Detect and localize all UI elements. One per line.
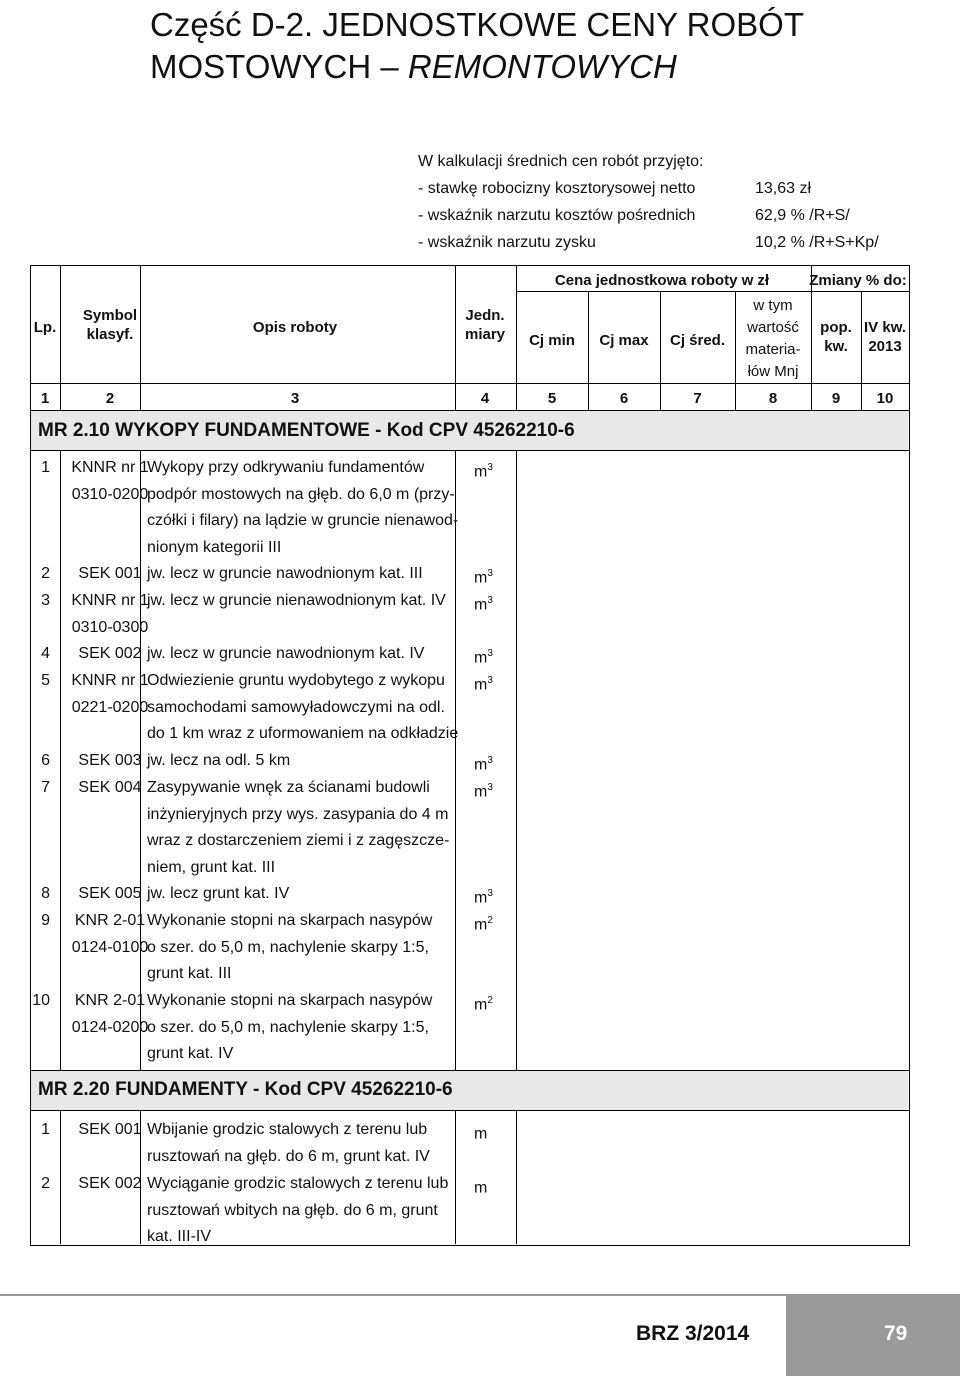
column-divider	[516, 265, 517, 410]
header-wtym: w tym wartość materia- łów Mnj	[745, 297, 801, 380]
unit-base: m	[474, 996, 488, 1014]
column-number: 5	[547, 390, 557, 407]
footer-page-band	[786, 1294, 960, 1376]
header-opis: Opis roboty	[252, 319, 338, 336]
work-description: jw. lecz na odl. 5 km	[147, 752, 291, 769]
page-title	[150, 4, 850, 88]
column-divider	[811, 291, 812, 410]
column-number: 3	[290, 390, 300, 407]
unit	[474, 1117, 514, 1148]
symbol-code: KNR 2-01	[74, 992, 146, 1009]
magazine-issue: BRZ 3/2014	[636, 1322, 750, 1345]
unit-base: m	[474, 1125, 488, 1143]
symbol-code: 0310-0200	[71, 485, 149, 503]
section-divider	[30, 450, 909, 451]
section-divider	[30, 1110, 909, 1111]
symbol-code: 0310-0300	[71, 618, 149, 636]
unit	[474, 455, 514, 486]
symbol-code: 0221-0200	[71, 698, 149, 716]
work-description: wraz z dostarczeniem ziemi i z zagęszcze-	[147, 832, 450, 849]
row-number: 2	[41, 565, 50, 582]
column-number: 1	[40, 390, 50, 407]
symbol-code: SEK 005	[78, 885, 142, 902]
column-number: 7	[693, 390, 702, 407]
unit-exponent: 3	[487, 888, 493, 899]
work-description: Odwiezienie gruntu wydobytego z wykopu	[147, 672, 445, 689]
row-number: 2	[41, 1175, 50, 1192]
row-number: 8	[41, 885, 50, 902]
unit-base: m	[474, 783, 488, 801]
unit-exponent: 3	[487, 595, 493, 606]
header-divider	[516, 291, 909, 292]
column-number: 10	[876, 390, 894, 407]
work-description: samochodami samowyładowczymi na odl.	[147, 698, 445, 716]
work-description: Wykonanie stopni na skarpach nasypów	[147, 992, 433, 1009]
header-iv-kw: IV kw. 2013	[864, 319, 906, 355]
assumption-label: - stawkę robocizny kosztorysowej netto	[418, 180, 696, 197]
unit-base: m	[474, 596, 488, 614]
work-description: o szer. do 5,0 m, nachylenie skarpy 1:5,	[147, 938, 429, 956]
assumptions-heading: W kalkulacji średnich cen robót przyjęto:	[418, 153, 704, 170]
symbol-code: KNNR nr 1	[71, 672, 149, 689]
work-description: Wbijanie grodzic stalowych z terenu lub	[147, 1121, 428, 1138]
work-description: kat. III-IV	[147, 1228, 212, 1245]
work-description: o szer. do 5,0 m, nachylenie skarpy 1:5,	[147, 1018, 429, 1036]
symbol-code: SEK 003	[78, 752, 142, 769]
column-number: 2	[105, 390, 115, 407]
unit-base: m	[474, 676, 488, 694]
column-divider	[516, 1110, 517, 1244]
work-description: podpór mostowych na głęb. do 6,0 m (przy-	[147, 485, 455, 503]
work-description: Wykopy przy odkrywaniu fundamentów	[147, 459, 425, 476]
unit-exponent: 3	[487, 675, 493, 686]
symbol-code: SEK 001	[78, 565, 142, 582]
unit-base: m	[474, 916, 488, 934]
unit-exponent: 3	[487, 755, 493, 766]
section-title: MR 2.10 WYKOPY FUNDAMENTOWE - Kod CPV 45262210-6	[38, 420, 575, 441]
symbol-code: SEK 002	[78, 1175, 142, 1192]
unit-exponent: 3	[487, 648, 493, 659]
symbol-code: SEK 002	[78, 645, 142, 662]
price-table	[30, 265, 910, 1246]
row-number: 1	[41, 1121, 50, 1138]
work-description: nionym kategorii III	[147, 538, 282, 556]
work-description: grunt kat. III	[147, 965, 232, 982]
symbol-code: 0124-0200	[71, 1018, 149, 1036]
footer-rule	[0, 1294, 786, 1296]
title-line-1: Część D-2. JEDNOSTKOWE CENY ROBÓT	[150, 6, 804, 43]
unit-base: m	[474, 756, 488, 774]
unit-base: m	[474, 463, 488, 481]
title-part-italic: REMONTOWYCH	[407, 48, 677, 85]
work-description: rusztowań na głęb. do 6 m, grunt kat. IV	[147, 1147, 430, 1165]
work-description: grunt kat. IV	[147, 1045, 234, 1062]
symbol-code: KNNR nr 1	[71, 592, 149, 609]
row-number: 4	[41, 645, 50, 662]
symbol-code: SEK 001	[78, 1121, 142, 1138]
header-lp: Lp.	[33, 319, 57, 336]
unit	[474, 668, 514, 699]
header-jedn: Jedn. miary	[464, 307, 506, 343]
unit-base: m	[474, 649, 488, 667]
column-number: 9	[831, 390, 841, 407]
symbol-code: KNR 2-01	[74, 912, 146, 929]
column-divider	[735, 291, 736, 410]
column-divider	[811, 265, 812, 291]
header-cena-group: Cena jednostkowa roboty w zł	[554, 272, 770, 289]
work-description: Wykonanie stopni na skarpach nasypów	[147, 912, 433, 929]
header-cjmin: Cj min	[529, 332, 575, 349]
assumption-value: 13,63 zł	[755, 180, 812, 197]
title-part: MOSTOWYCH –	[150, 48, 408, 85]
unit-exponent: 2	[487, 915, 493, 926]
unit	[474, 588, 514, 619]
assumption-label: - wskaźnik narzutu zysku	[418, 234, 596, 251]
row-number: 1	[41, 459, 50, 476]
column-number: 6	[619, 390, 629, 407]
section-title: MR 2.20 FUNDAMENTY - Kod CPV 45262210-6	[38, 1079, 453, 1100]
assumption-row	[418, 229, 918, 256]
row-number: 3	[41, 592, 50, 609]
header-cjmax: Cj max	[599, 332, 649, 349]
unit-exponent: 3	[487, 782, 493, 793]
column-divider	[861, 291, 862, 410]
column-number: 4	[480, 390, 490, 407]
column-divider	[588, 291, 589, 410]
column-divider	[455, 265, 456, 410]
work-description: jw. lecz w gruncie nawodnionym kat. III	[147, 565, 423, 582]
column-number: 8	[768, 390, 778, 407]
column-divider	[140, 265, 141, 410]
title-line-2	[150, 46, 850, 88]
work-description: jw. lecz grunt kat. IV	[147, 885, 290, 902]
unit-exponent: 3	[487, 462, 493, 473]
unit-exponent: 3	[487, 568, 493, 579]
unit	[474, 775, 514, 806]
work-description: jw. lecz w gruncie nienawodnionym kat. IV	[147, 592, 446, 609]
assumption-value: 62,9 % /R+S/	[755, 207, 850, 224]
unit-exponent: 2	[487, 995, 493, 1006]
work-description: Zasypywanie wnęk za ścianami budowli	[147, 779, 430, 796]
unit	[474, 1171, 514, 1202]
work-description: czółki i filary) na lądzie w gruncie nienawod-	[147, 512, 459, 529]
work-description: Wyciąganie grodzic stalowych z terenu lub	[147, 1175, 449, 1192]
row-number: 9	[41, 912, 50, 929]
assumption-value: 10,2 % /R+S+Kp/	[755, 234, 879, 251]
work-description: rusztowań wbitych na głęb. do 6 m, grunt	[147, 1201, 438, 1219]
column-divider	[516, 450, 517, 1070]
header-pop-kw: pop. kw.	[820, 319, 852, 355]
header-divider	[30, 410, 909, 411]
header-cjsred: Cj śred.	[669, 332, 726, 349]
row-number: 7	[41, 779, 50, 796]
row-number: 5	[41, 672, 50, 689]
assumption-row	[418, 202, 918, 229]
unit	[474, 988, 514, 1019]
assumption-row	[418, 175, 918, 202]
calculation-assumptions	[418, 148, 918, 256]
page-number: 79	[884, 1322, 908, 1345]
work-description: jw. lecz w gruncie nawodnionym kat. IV	[147, 645, 425, 662]
header-divider	[30, 383, 909, 384]
work-description: niem, grunt kat. III	[147, 858, 276, 876]
work-description: inżynieryjnych przy wys. zasypania do 4 m	[147, 805, 449, 823]
work-description: do 1 km wraz z uformowaniem na odkładzie	[147, 725, 459, 742]
column-divider	[60, 265, 61, 410]
row-number: 6	[41, 752, 50, 769]
header-zmiany-group: Zmiany % do:	[809, 272, 907, 289]
header-symbol: Symbol klasyf.	[82, 307, 138, 343]
symbol-code: SEK 004	[78, 779, 142, 796]
assumption-label: - wskaźnik narzutu kosztów pośrednich	[418, 207, 696, 224]
symbol-code: 0124-0100	[71, 938, 149, 956]
column-divider	[660, 291, 661, 410]
unit-base: m	[474, 569, 488, 587]
section-divider	[30, 1070, 909, 1071]
row-number: 10	[32, 992, 50, 1009]
unit	[474, 908, 514, 939]
unit-base: m	[474, 1179, 488, 1197]
unit-base: m	[474, 889, 488, 907]
symbol-code: KNNR nr 1	[71, 459, 149, 476]
